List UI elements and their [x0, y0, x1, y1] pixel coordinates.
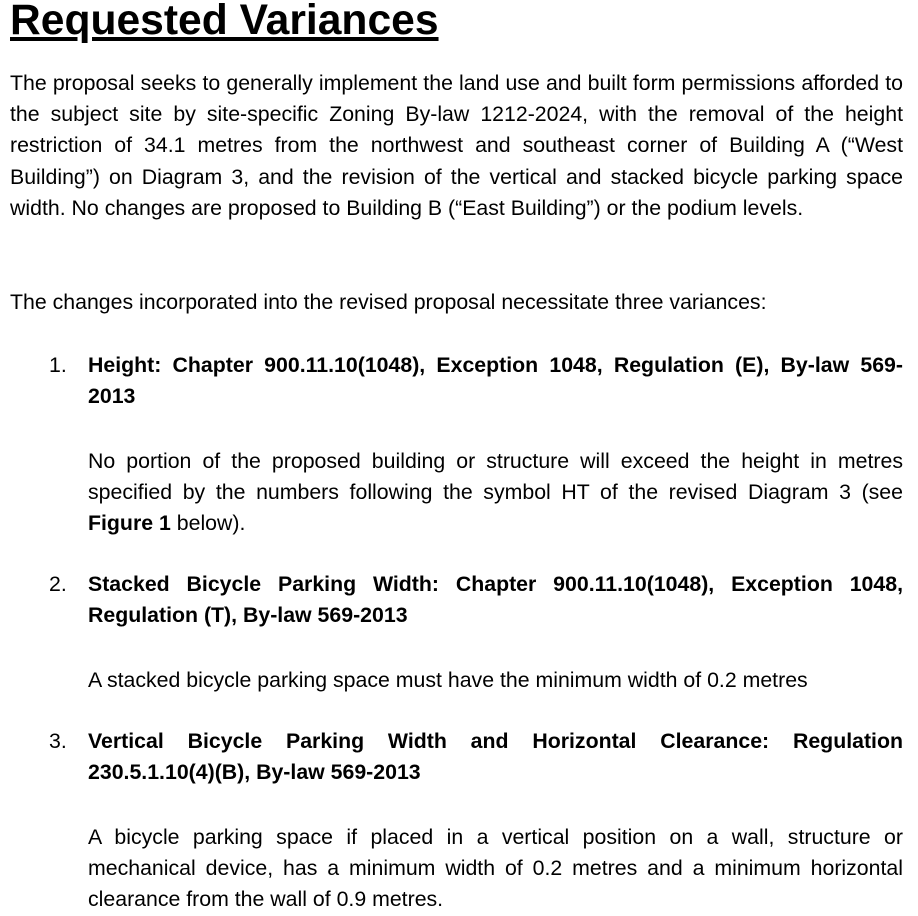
variance-title: Stacked Bicycle Parking Width: Chapter 900.11.10(1048), Exception 1048, Regulation (T), By-law 569-2013	[88, 572, 903, 628]
list-number: 2.	[49, 572, 67, 596]
list-number: 1.	[49, 353, 67, 377]
intro-paragraph: The proposal seeks to generally implement the land use and built form permissions afforded to the subject site by site-specific Zoning By-law 1212-2024, with the removal of the height restriction of 34.1 metres from the northwest and southeast corner of Building A (“West Building”) on Diagram 3, and the revision of the vertical and stacked bicycle parking space width. No changes are proposed to Building B (“East Building”) or the podium levels.	[10, 71, 903, 220]
figure-reference: Figure 1	[88, 511, 171, 536]
variance-description: A stacked bicycle parking space must have the minimum width of 0.2 metres	[88, 668, 808, 692]
document-page	[10, 0, 903, 912]
list-number: 3.	[49, 729, 67, 753]
variance-description: A bicycle parking space if placed in a vertical position on a wall, structure or mechanical device, has a minimum width of 0.2 metres and a minimum horizontal clearance from the wall of 0.9 metres.	[88, 825, 903, 912]
variance-description-text: No portion of the proposed building or structure will exceed the height in metres specified by the numbers following the symbol HT of the revised Diagram 3 (see	[88, 449, 903, 505]
section-heading: Requested Variances	[10, 0, 439, 44]
variances-intro: The changes incorporated into the revised proposal necessitate three variances:	[10, 290, 767, 314]
variance-description	[88, 446, 903, 540]
variance-title: Height: Chapter 900.11.10(1048), Exception 1048, Regulation (E), By-law 569-2013	[88, 353, 903, 409]
variance-description-text-end: below).	[170, 511, 246, 536]
variance-title: Vertical Bicycle Parking Width and Horizontal Clearance: Regulation 230.5.1.10(4)(B), By-law 569-2013	[88, 729, 903, 785]
